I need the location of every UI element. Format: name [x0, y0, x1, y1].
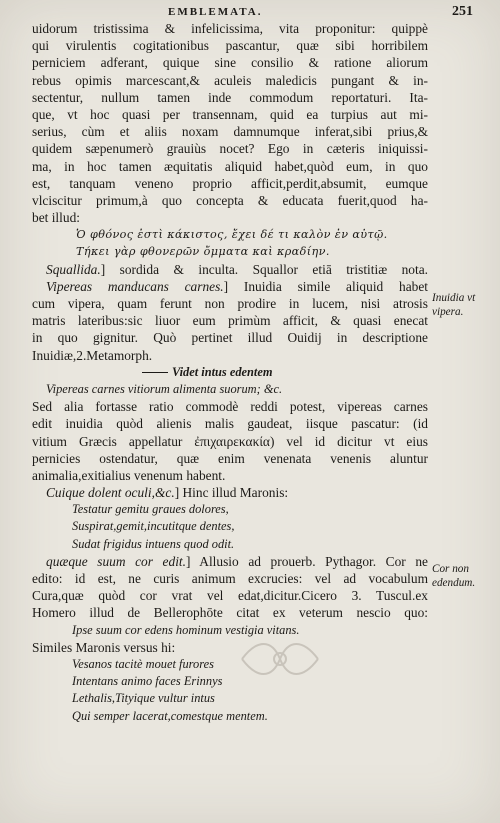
commentary-line — [32, 484, 428, 501]
text-line: quidem sæpenumerò grauiùs nocet? Ego in cæteris iniquissi- — [32, 141, 428, 157]
text-line: vlciscitur primum,à quo concepta & educata fuerit,quod ha- — [32, 192, 428, 208]
text-line: in quo gignitur. Quò pertinet illud Ouidij in descriptione — [32, 330, 428, 346]
text-line: sectentur, nullum tamen inde commodum reportaturi. Ita- — [32, 89, 428, 105]
text-line: matris lateribus:sic liuor eum primùm afficit, & quasi enecat — [32, 313, 428, 329]
text-span: ] Inuidia simile aliquid habet — [223, 278, 428, 294]
text-line: cum vipera, quam ferunt non prodire in lucem, nisi atrosis — [32, 296, 428, 311]
text-line: Sed alia fortasse ratio commodè reddi potest, vipereas carnes — [32, 399, 428, 415]
verse-line: Sudat frigidus intuens quod odit. — [72, 536, 235, 551]
commentary-line — [32, 278, 428, 295]
text-line: edito: id est, ne curis animum excrucies: vel ad vocabulum — [32, 571, 428, 586]
text-line: uidorum tristissima & infelicissima, vita proponitur: quippè — [32, 21, 428, 36]
commentary-line — [32, 553, 428, 570]
text-line: perniciem adferant, quique sine consilio & ratione aliorum — [32, 55, 428, 71]
text-line: ma, in hoc tamen æquitatis aliquid habet,quòd eum, in quo — [32, 158, 428, 174]
verse-line: Qui semper lacerat,comestque mentem. — [72, 708, 268, 723]
lemma: Squallida. — [46, 261, 101, 277]
text-line: vitium Græcis appellatur ἐπιχαιρεκακία) vel id dicitur vt eius — [32, 433, 428, 449]
lemma: Vipereas manducans carnes. — [46, 278, 224, 294]
text-line: Homero illud de Bellerophōte citat ex veterum nescio quo: — [32, 605, 428, 621]
margin-note-inuidia: Inuidia vt vipera. — [432, 292, 476, 318]
quotation-lead — [32, 364, 428, 381]
main-text — [32, 20, 428, 725]
text-line: serius, cùm et aliis noxam damnumque inferat,sibi prius,& — [32, 124, 428, 140]
text-line: est, tanquam veneno proprio afficit,perdit,absumit, eumque — [32, 175, 428, 191]
commentary-line — [32, 261, 428, 278]
text-span: ] sordida & inculta. Squallor etiā tristitiæ nota. — [100, 261, 428, 277]
text-line: Cura,quæ quòd cor vrat vel edat,dicitur.Cicero 3. Tuscul.ex — [32, 588, 428, 604]
text-span: ] Hinc illud Maronis: — [174, 485, 289, 501]
verse-line: Suspirat,gemit,incutitque dentes, — [72, 519, 235, 534]
dash-rule — [142, 372, 168, 373]
verse-line: Vesanos tacitè mouet furores — [72, 656, 214, 671]
text-line: edit inuidia quòd alienis malis gaudeat, iisque pascatur: (id — [32, 416, 428, 432]
verse-line: Lethalis,Tityique vultur intus — [72, 691, 215, 706]
text-line: Similes Maronis versus hi: — [32, 639, 176, 655]
running-title: EMBLEMATA. — [168, 6, 263, 18]
margin-note-cor: Cor non edendum. — [432, 563, 476, 589]
verse-line: Testatur gemitu graues dolores, — [72, 502, 229, 517]
text-line: que, vt hoc quasi per transennam, quid ea turpius aut mi- — [32, 106, 428, 122]
text-line: rebus opimis marcescant,& aculeis maledicis pungant & in- — [32, 72, 428, 88]
text-line: animalia,exitialius venenum habent. — [32, 467, 226, 483]
page-number: 251 — [452, 4, 473, 19]
quotation-line: Vipereas carnes vitiorum alimenta suorum; &c. — [46, 381, 283, 396]
text-line: pernicies ostendatur, quæ enim venenata venenis aluntur — [32, 450, 428, 466]
greek-verse-line: Ὁ φθόνος ἐστὶ κάκιστος, ἔχει δέ τι καλὸν ἐν αὐτῷ. — [76, 228, 388, 242]
text-line: bet illud: — [32, 210, 80, 226]
verse-line: Ipse suum cor edens hominum vestigia vitans. — [72, 622, 300, 637]
text-span: ] Allusio ad prouerb. Pythagor. Cor ne — [185, 553, 428, 569]
lemma: Cuique dolent oculi,&c. — [46, 485, 175, 501]
quote-text: Videt intus edentem — [172, 364, 273, 379]
lemma: quæque suum cor edit. — [46, 553, 186, 569]
text-line: Inuidiæ,2.Metamorph. — [32, 347, 153, 363]
verse-line: Intentans animo faces Erinnys — [72, 674, 223, 689]
greek-verse-line: Τήκει γὰρ φθονερῶν ὄμματα καὶ κραδίην. — [76, 245, 330, 259]
text-line: qui virulentis cogitationibus pascantur, quæ sibi horribilem — [32, 38, 428, 54]
